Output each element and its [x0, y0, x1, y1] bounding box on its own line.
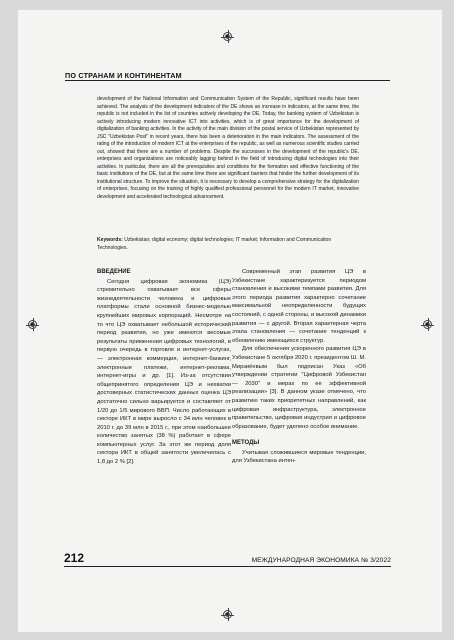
- right-paragraph-2: Для обеспечения ускоренного развития ЦЭ в Узбекистане 5 октября 2020 г. президентом Ш. М. Мирзиёевым был подписан Указ «Об утверждении стратегии "Цифровой Узбекистан — 2030" и мерах по ее эффективной реализации» [3]. В данном указе отмечено, что развитию таких приоритетных направлений, как цифровая инфраструктура, электронное правительство, цифровая индустрия и цифровое образование, будет уделено особое внимание.: [232, 346, 366, 430]
- registration-mark-icon: [423, 320, 432, 329]
- abstract-text: development of the National Information and Communication System of the Republic, significant results have been achieved. The analysis of the development indicators of the DE shows an increase in indicators, at the same time, the republic is not included in the list of countries actively developing the DE. Today, the banking system of Uzbekistan is actively introducing modern innovative ICT into activities, which is of great importance for the development of digitalization of banking activities. In the activity of the main division of the postal service of Uzbekistan represented by JSC "Uzbekistan Post" in recent years, there has been a deterioration in the main indicators. The assessment of the rating of the introduction of modern ICT at the enterprises of the republic, as well as numerous scientific studies carried out, showed that there are a number of problems. Despite the successes in the development of the republic's DE, enterprises and organizations are noticeably lagging behind in the field of introducing digital technologies into their activities. In particular, there are all the prerequisites and conditions for the formation and effective functioning of the basic institutions of the DE, but at the same time there are significant barriers that hinder the further development of its institutional structure. To improve the situation, it is necessary to develop a comprehensive strategy for the digitalization of enterprises, focusing on the training of highly qualified professional personnel for the modern IT market, innovative development and accelerated technological advancement.: [97, 96, 359, 200]
- methods-heading: МЕТОДЫ: [232, 440, 260, 447]
- registration-mark-icon: [223, 610, 232, 619]
- intro-heading: ВВЕДЕНИЕ: [97, 269, 131, 275]
- page-number: 212: [64, 551, 85, 565]
- left-column: [97, 268, 231, 467]
- keywords-list: Uzbekistan; digital economy; digital technologies; IT market; Information and Communication Technologies.: [97, 237, 332, 251]
- intro-paragraph: Сегодня цифровая экономика (ЦЭ) стремительно охватывает все сферы жизнедеятельности человека и цифровые платформы стали основной бизнес-моделью крупнейших мировых корпораций. Несмотря на то что ЦЭ охватывает небольшой исторический период развития, но уже имеются весомые результаты применения цифровых технологий, в первую очередь в торговле и интернет-услугах, — электронная коммерция, интернет-банкинг, электронные платежи, интернет-реклама, интернет-игры и др. [1]. Из-за отсутствия общепринятого определения ЦЭ и нехватки достоверных статистических данных оценка ЦЭ достаточно сильно варьируется и составляет от 1/20 до 1/5 мирового ВВП. Число работающих в секторе ИКТ в мире выросло с 34 млн человек в 2010 г. до 39 млн в 2015 г., при этом наибольшее количество занятых (38 %) работает в сфере компьютерных услуг. За этот же период доля сектора ИКТ в общей занятости увеличилась с 1,8 до 2 % [2].: [97, 278, 231, 466]
- right-paragraph-1: Современный этап развития ЦЭ в Узбекистане характеризуется периодом становления и высокими темпами развития. Для этого периода развития характерно сочетание максимальной неопределенности будущих состояний, с одной стороны, и высокой динамики развития — с другой. Вторая характерная черта этапа становления — сочетание тенденций к обновлению имеющихся структур.: [232, 269, 366, 344]
- footer-rule: [64, 566, 391, 567]
- methods-paragraph: Учитывая сложившиеся мировые тенденции, для Узбекистана интен-: [232, 449, 366, 465]
- keywords: [97, 237, 359, 252]
- keywords-label: Keywords:: [97, 237, 123, 243]
- header-rule: [65, 80, 390, 81]
- section-header: ПО СТРАНАМ И КОНТИНЕНТАМ: [65, 71, 182, 80]
- registration-mark-icon: [28, 320, 37, 329]
- registration-mark-icon: [223, 32, 232, 41]
- right-column: [232, 268, 366, 466]
- journal-title: МЕЖДУНАРОДНАЯ ЭКОНОМИКА № 3/2022: [251, 557, 391, 564]
